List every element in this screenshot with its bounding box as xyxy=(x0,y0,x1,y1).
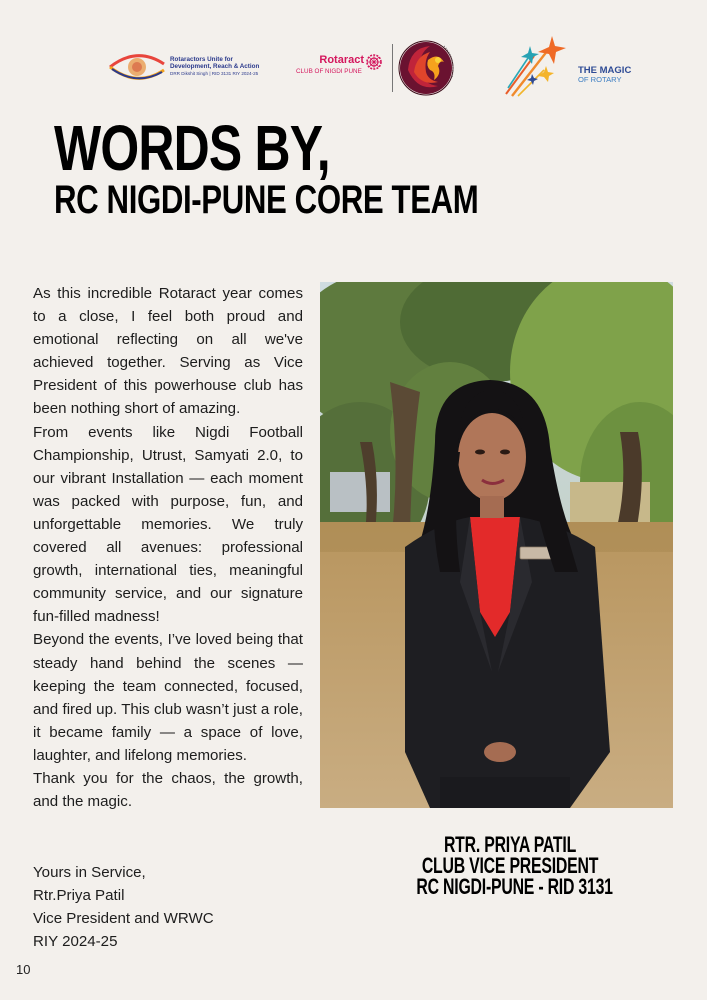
rotaractors-line-2: Development, Reach & Action xyxy=(170,63,260,70)
signoff-closing: Yours in Service, xyxy=(33,864,146,881)
magic-line-1: THE MAGIC xyxy=(578,65,632,76)
rotaractors-unite-logo xyxy=(108,50,268,84)
portrait-illustration xyxy=(320,282,673,808)
message-paragraph: From events like Nigdi Football Championship, Utrust, Samyati 2.0, to our vibrant Installation — each moment was packed with purpose, fun, and unforgettable memories. We truly covered all avenues: professional growth, international ties, meaningful community service, and our signature fun-filled madness! xyxy=(33,423,303,626)
caption-role: CLUB VICE PRESIDENT xyxy=(421,853,599,878)
rotaract-club-logo xyxy=(296,54,386,80)
shooting-stars-icon xyxy=(504,36,576,98)
caption-name: RTR. PRIYA PATIL xyxy=(443,832,577,857)
signoff-name: Rtr.Priya Patil xyxy=(33,887,125,905)
rotary-wheel-icon xyxy=(366,54,382,70)
signoff-title: Vice President and WRWC xyxy=(33,910,214,928)
logo-divider xyxy=(392,44,393,92)
page-title: WORDS BY, xyxy=(54,112,330,184)
signoff xyxy=(33,861,303,953)
magic-of-rotary-logo xyxy=(504,36,632,98)
signoff-year: RIY 2024-25 xyxy=(33,933,118,951)
rotaract-club-name: CLUB OF NIGDI PUNE xyxy=(296,68,362,75)
message-body xyxy=(33,282,303,813)
eye-emblem-icon xyxy=(108,50,166,84)
rotaract-wordmark: Rotaract xyxy=(319,54,364,66)
page-number: 10 xyxy=(16,962,31,977)
caption-club: RC NIGDI-PUNE - RID 3131 xyxy=(416,874,613,899)
photo-caption xyxy=(380,834,640,897)
phoenix-icon xyxy=(398,40,458,96)
rotaractors-line-3: DRR Dikshit Singh | RID 3131 RIY 2024-25 xyxy=(170,71,259,76)
page-subtitle: RC NIGDI-PUNE CORE TEAM xyxy=(54,178,479,222)
phoenix-emblem-logo xyxy=(398,40,458,96)
magic-line-2: OF ROTARY xyxy=(578,75,622,84)
message-paragraph: As this incredible Rotaract year comes to a close, I feel both proud and emotional reflecting on all we've achieved together. Serving as Vice President of this powerhouse club has been nothing short of amazing. xyxy=(33,285,303,418)
portrait-photo xyxy=(320,282,673,808)
rotaractors-line-1: Rotaractors Unite for xyxy=(170,56,233,63)
headline xyxy=(54,112,598,222)
message-paragraph: Beyond the events, I’ve loved being that steady hand behind the scenes — keeping the team connected, focused, and fired up. This club wasn’t just a role, it became family — a space of love, laughter, and lifelong memories. xyxy=(33,631,303,764)
message-paragraph: Thank you for the chaos, the growth, and the magic. xyxy=(33,769,303,811)
